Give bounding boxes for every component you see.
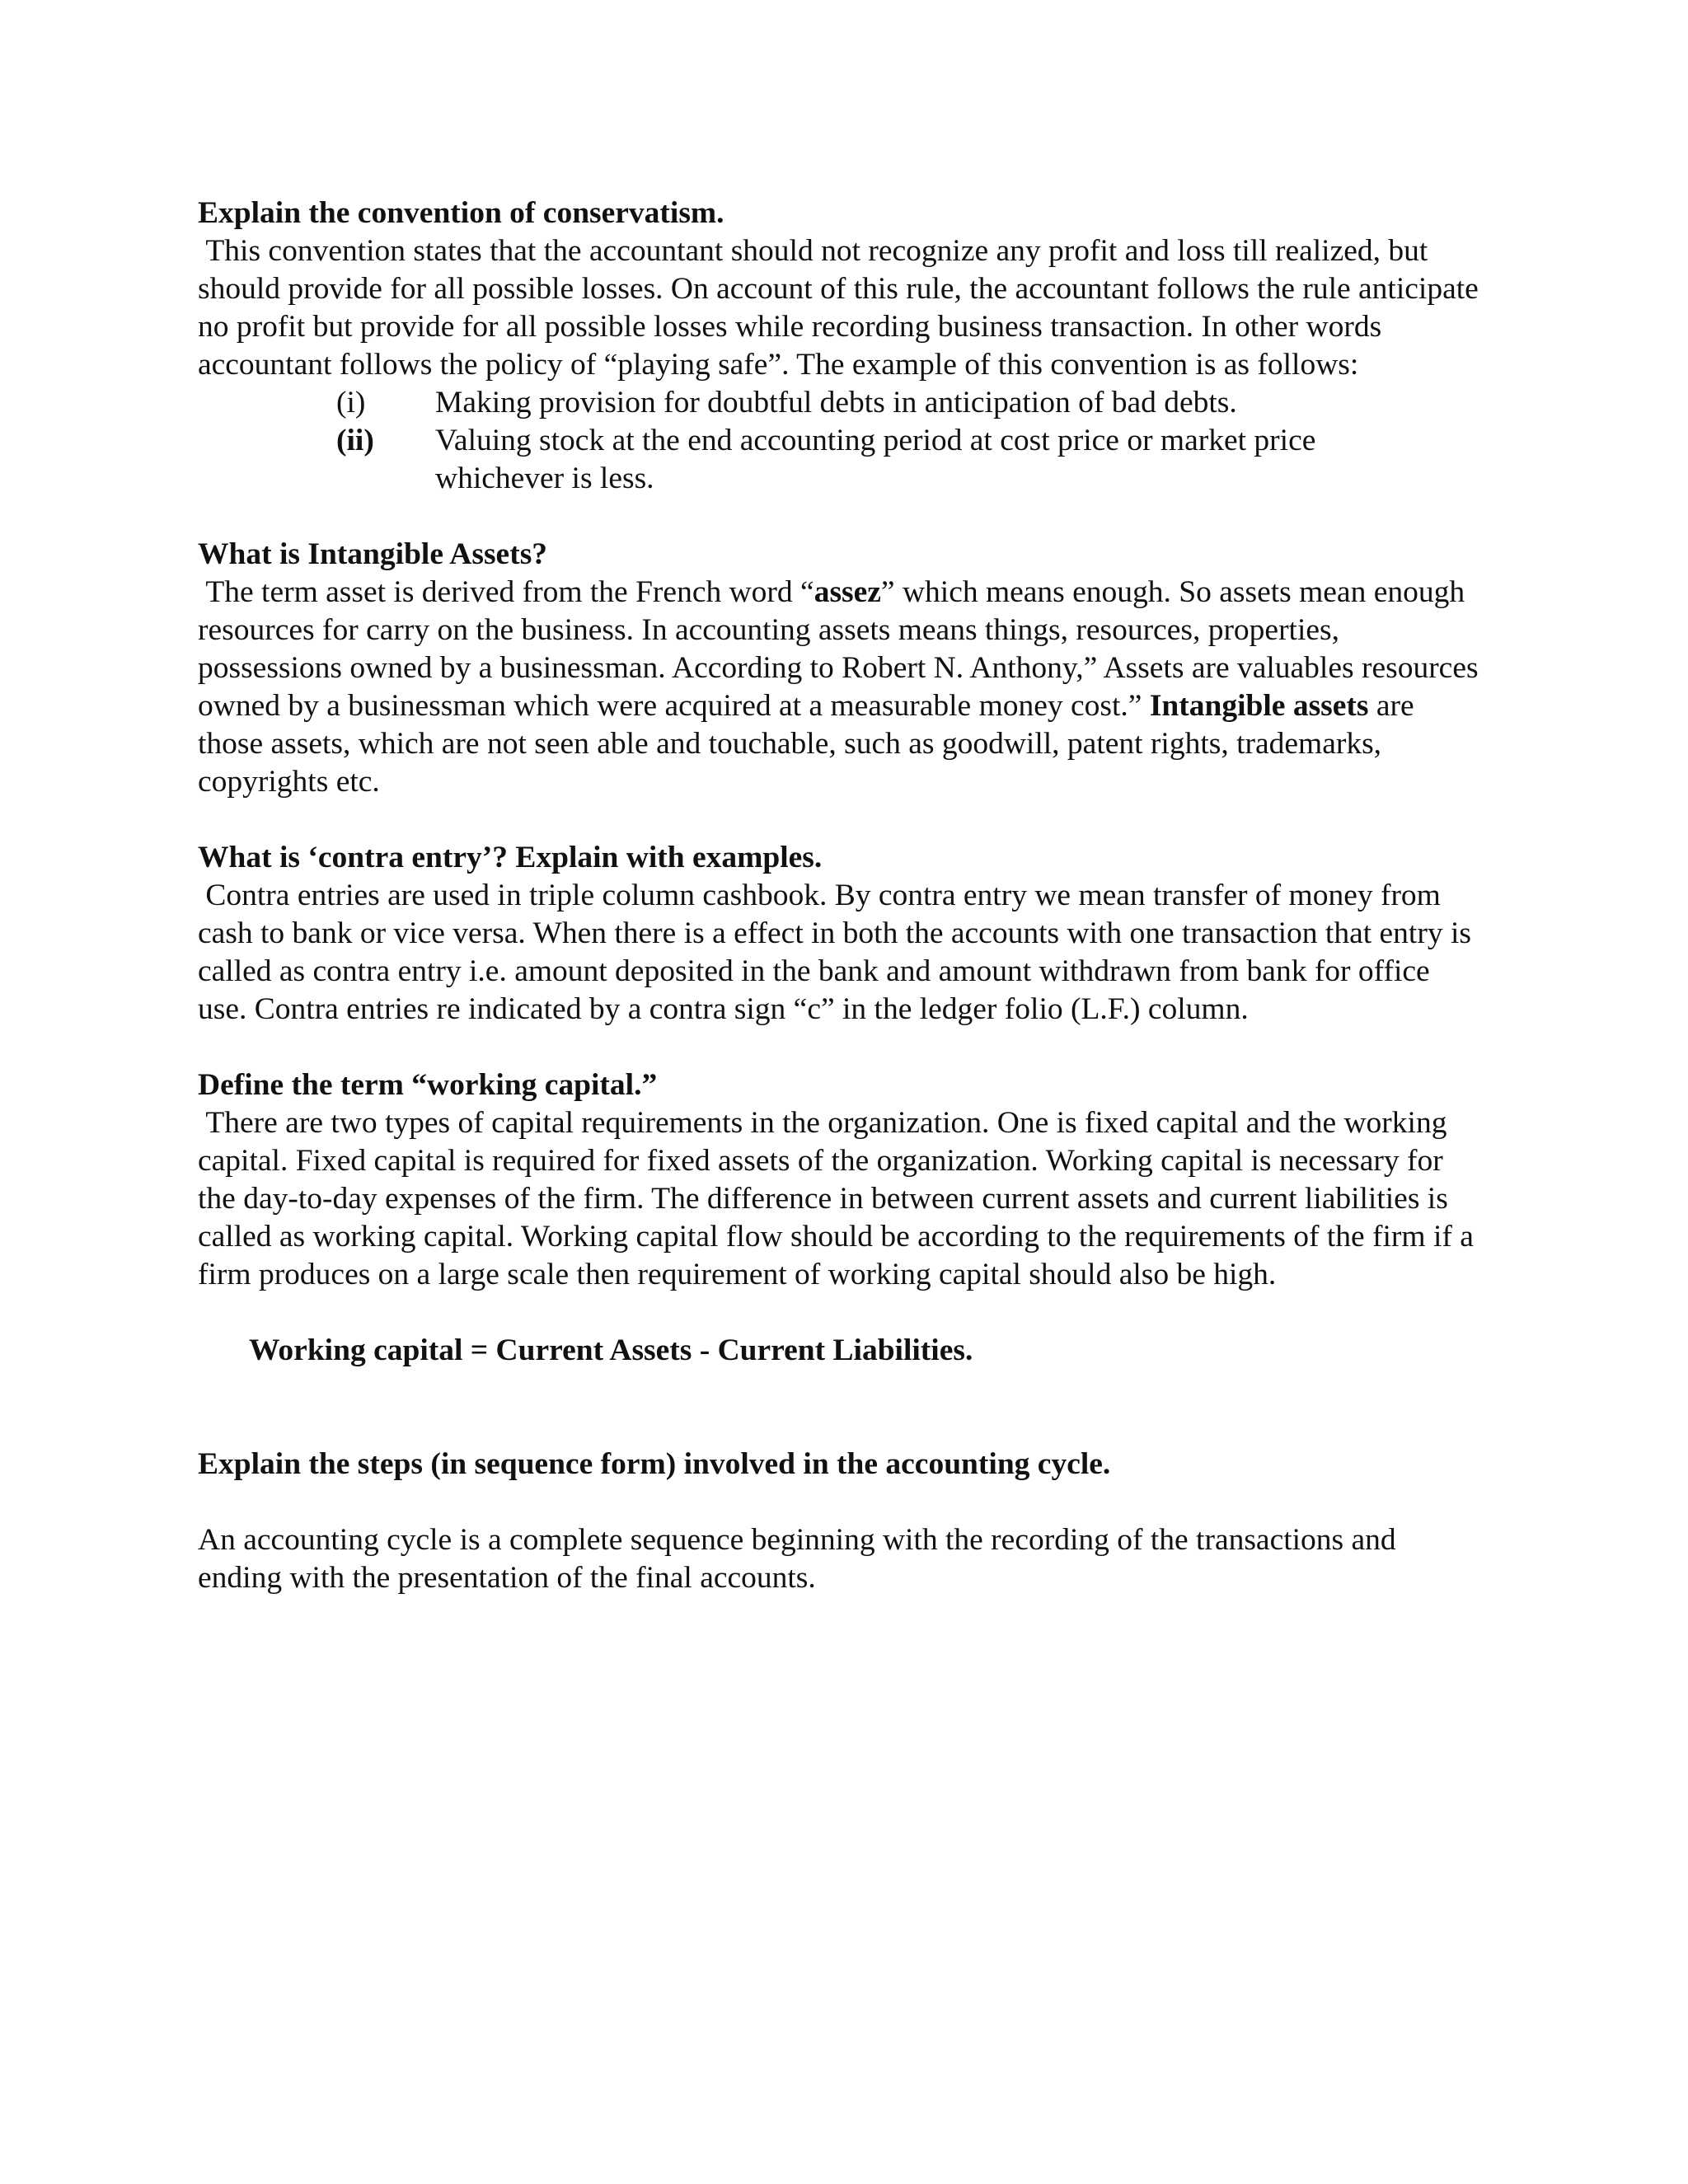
list-marker: (i) (336, 386, 366, 419)
section-body: An accounting cycle is a complete sequence beginning with the recording of the transactions and ending with the presentation of the final accounts. (198, 1523, 1404, 1595)
list-text: Valuing stock at the end accounting period at cost price or market price whichever is less. (435, 424, 1316, 495)
document-page (198, 194, 1487, 1597)
example-list (198, 384, 1484, 498)
section-body: This convention states that the accountant should not recognize any profit and loss till realized, but should provide for all possible losses. On account of this rule, the accountant follows the rule anticipate no profit but provide for all possible losses while recording business transaction. In other words accountant follows the policy of “playing safe”. The example of this convention is as follows: (198, 234, 1487, 382)
section-body (198, 574, 1484, 801)
body-text: ” which means enough. So assets mean enough resources for carry on the business. In accounting assets means things, resources, properties, possessions owned by a businessman. According to Robert N. Anthony,” Assets are valuables resources owned by a businessman which were acquired at a measurable money cost.” (198, 575, 1486, 723)
body-text: are those assets, which are not seen able and touchable, such as goodwill, patent rights, trademarks, copyrights etc. (198, 689, 1423, 799)
section-heading: What is ‘contra entry’? Explain with examples. (198, 841, 823, 874)
section-working-capital (198, 1066, 1484, 1370)
section-heading: Define the term “working capital.” (198, 1068, 658, 1102)
body-bold-term: assez (814, 575, 881, 609)
list-item (198, 384, 1484, 422)
spacer (198, 1483, 1484, 1521)
body-bold-term: Intangible assets (1149, 689, 1369, 723)
section-body: Contra entries are used in triple column cashbook. By contra entry we mean transfer of money from cash to bank or vice versa. When there is a effect in both the accounts with one transaction that entry is called as contra entry i.e. amount deposited in the bank and amount withdrawn from bank for office use. Contra entries re indicated by a contra sign “c” in the ledger folio (L.F.) column. (198, 879, 1479, 1026)
list-item (198, 422, 1484, 498)
spacer (198, 801, 1484, 839)
spacer (198, 1370, 1484, 1446)
section-body: There are two types of capital requirements in the organization. One is fixed capital and the working capital. Fixed capital is required for fixed assets of the organization. Working capital is necessary for the day-to-day expenses of the firm. The difference in between current assets and current liabilities is called as working capital. Working capital flow should be according to the requirements of the firm if a firm produces on a large scale then requirement of working capital should also be high. (198, 1106, 1482, 1291)
section-contra-entry (198, 839, 1484, 1029)
list-marker: (ii) (336, 424, 374, 457)
list-text: Making provision for doubtful debts in anticipation of bad debts. (435, 386, 1237, 419)
section-accounting-cycle (198, 1446, 1484, 1597)
spacer (198, 1029, 1484, 1066)
section-heading: What is Intangible Assets? (198, 537, 548, 571)
section-heading: Explain the steps (in sequence form) involved in the accounting cycle. (198, 1447, 1111, 1481)
section-conservatism (198, 194, 1487, 498)
working-capital-formula: Working capital = Current Assets - Current Liabilities. (249, 1333, 973, 1367)
spacer (198, 1294, 1484, 1332)
spacer (198, 498, 1484, 536)
section-intangible-assets (198, 536, 1484, 801)
body-text: The term asset is derived from the French word “ (198, 575, 814, 609)
section-heading: Explain the convention of conservatism. (198, 196, 724, 230)
